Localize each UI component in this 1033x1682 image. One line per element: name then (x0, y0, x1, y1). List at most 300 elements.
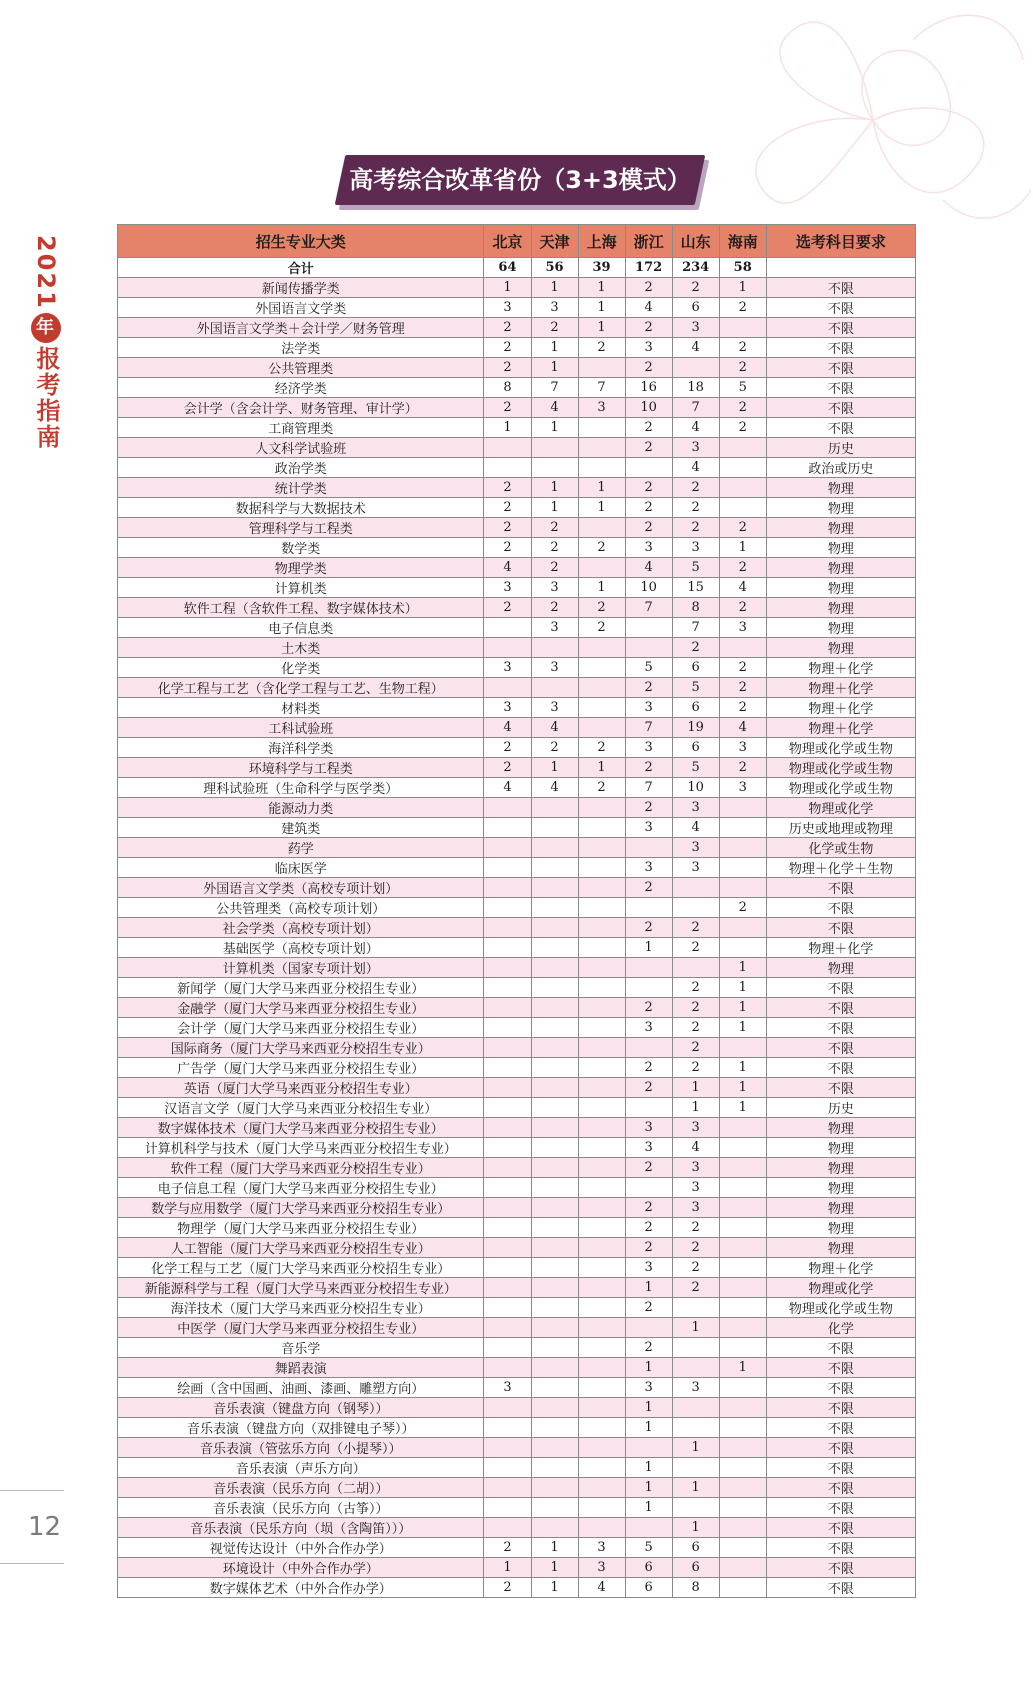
cell-zhejiang (625, 1038, 672, 1058)
cell-zhejiang: 1 (625, 1458, 672, 1478)
cell-shandong: 2 (672, 998, 719, 1018)
cell-beijing (484, 918, 531, 938)
cell-shandong: 6 (672, 1538, 719, 1558)
cell-hainan (719, 838, 766, 858)
cell-major: 中医学（厦门大学马来西亚分校招生专业） (118, 1318, 484, 1338)
cell-zhejiang: 7 (625, 718, 672, 738)
cell-beijing (484, 1478, 531, 1498)
cell-zhejiang: 2 (625, 678, 672, 698)
enrollment-table (117, 224, 916, 1598)
cell-beijing (484, 938, 531, 958)
cell-requirement: 不限 (766, 1498, 915, 1518)
cell-shanghai (578, 1038, 625, 1058)
cell-zhejiang: 6 (625, 1558, 672, 1578)
cell-beijing (484, 958, 531, 978)
cell-beijing: 2 (484, 518, 531, 538)
cell-tianjin: 2 (531, 598, 578, 618)
table-row (118, 1378, 916, 1398)
cell-major: 数据科学与大数据技术 (118, 498, 484, 518)
cell-hainan: 1 (719, 978, 766, 998)
total-row (118, 258, 916, 278)
cell-beijing: 3 (484, 578, 531, 598)
cell-beijing: 4 (484, 778, 531, 798)
table-row (118, 1298, 916, 1318)
cell-shanghai (578, 1338, 625, 1358)
table-header-row (118, 225, 916, 258)
cell-tianjin: 2 (531, 558, 578, 578)
cell-major: 法学类 (118, 338, 484, 358)
table-row (118, 518, 916, 538)
cell-beijing (484, 838, 531, 858)
cell-major: 外国语言文学类 (118, 298, 484, 318)
cell-major: 金融学（厦门大学马来西亚分校招生专业） (118, 998, 484, 1018)
cell-beijing: 2 (484, 1538, 531, 1558)
table-row (118, 1218, 916, 1238)
table-row (118, 958, 916, 978)
table-row (118, 618, 916, 638)
cell-zhejiang: 5 (625, 658, 672, 678)
cell-shanghai (578, 1158, 625, 1178)
cell-shanghai (578, 1238, 625, 1258)
cell-shanghai (578, 638, 625, 658)
cell-requirement: 不限 (766, 1078, 915, 1098)
cell-beijing (484, 1518, 531, 1538)
cell-tianjin (531, 878, 578, 898)
cell-major: 广告学（厦门大学马来西亚分校招生专业） (118, 1058, 484, 1078)
cell-tianjin: 2 (531, 318, 578, 338)
cell-shanghai: 1 (578, 278, 625, 298)
page-number-rule-bottom (0, 1563, 64, 1564)
cell-hainan (719, 1318, 766, 1338)
cell-shandong: 1 (672, 1318, 719, 1338)
cell-zhejiang: 1 (625, 1398, 672, 1418)
cell-tianjin (531, 798, 578, 818)
cell-shandong: 3 (672, 538, 719, 558)
cell-requirement: 物理 (766, 1118, 915, 1138)
cell-beijing (484, 638, 531, 658)
cell-requirement: 物理 (766, 498, 915, 518)
cell-requirement: 物理 (766, 558, 915, 578)
cell-zhejiang (625, 958, 672, 978)
cell-requirement: 物理＋化学 (766, 698, 915, 718)
cell-hainan (719, 638, 766, 658)
cell-shandong: 2 (672, 278, 719, 298)
cell-requirement: 物理 (766, 478, 915, 498)
cell-tianjin: 1 (531, 1538, 578, 1558)
cell-major: 公共管理类 (118, 358, 484, 378)
cell-beijing (484, 458, 531, 478)
cell-requirement: 物理 (766, 1158, 915, 1178)
cell-shanghai (578, 998, 625, 1018)
cell-shandong: 3 (672, 318, 719, 338)
cell-requirement: 物理＋化学＋生物 (766, 858, 915, 878)
cell-hainan: 3 (719, 738, 766, 758)
header-shandong: 山东 (672, 225, 719, 258)
table-row (118, 898, 916, 918)
cell-requirement: 物理 (766, 578, 915, 598)
cell-major: 化学类 (118, 658, 484, 678)
cell-hainan (719, 1138, 766, 1158)
cell-shandong: 3 (672, 798, 719, 818)
cell-major: 音乐学 (118, 1338, 484, 1358)
cell-shandong: 6 (672, 738, 719, 758)
cell-beijing (484, 1078, 531, 1098)
cell-shanghai (578, 1258, 625, 1278)
cell-tianjin (531, 1458, 578, 1478)
cell-major: 能源动力类 (118, 798, 484, 818)
cell-major: 国际商务（厦门大学马来西亚分校招生专业） (118, 1038, 484, 1058)
cell-major: 会计学（含会计学、财务管理、审计学） (118, 398, 484, 418)
cell-hainan: 3 (719, 778, 766, 798)
table-row (118, 1018, 916, 1038)
cell-major: 理科试验班（生命科学与医学类） (118, 778, 484, 798)
cell-shanghai (578, 698, 625, 718)
cell-shandong: 2 (672, 1218, 719, 1238)
table-row (118, 718, 916, 738)
cell-major: 新能源科学与工程（厦门大学马来西亚分校招生专业） (118, 1278, 484, 1298)
table-row (118, 418, 916, 438)
cell-major: 外国语言文学类（高校专项计划） (118, 878, 484, 898)
cell-zhejiang: 2 (625, 1078, 672, 1098)
cell-requirement: 不限 (766, 878, 915, 898)
header-beijing: 北京 (484, 225, 531, 258)
cell-beijing: 3 (484, 298, 531, 318)
cell-major: 会计学（厦门大学马来西亚分校招生专业） (118, 1018, 484, 1038)
cell-major: 临床医学 (118, 858, 484, 878)
cell-hainan (719, 478, 766, 498)
cell-shanghai (578, 858, 625, 878)
cell-beijing: 3 (484, 658, 531, 678)
cell-tianjin (531, 1218, 578, 1238)
cell-requirement: 不限 (766, 978, 915, 998)
cell-beijing: 2 (484, 318, 531, 338)
cell-requirement: 物理 (766, 1178, 915, 1198)
cell-shandong: 3 (672, 1158, 719, 1178)
cell-shandong: 2 (672, 638, 719, 658)
cell-requirement: 不限 (766, 1018, 915, 1038)
cell-shanghai: 2 (578, 618, 625, 638)
cell-requirement: 不限 (766, 358, 915, 378)
cell-beijing (484, 1058, 531, 1078)
cell-beijing: 2 (484, 478, 531, 498)
cell-beijing (484, 1138, 531, 1158)
cell-major: 舞蹈表演 (118, 1358, 484, 1378)
cell-shandong: 7 (672, 398, 719, 418)
cell-tianjin (531, 958, 578, 978)
cell-requirement: 物理或化学 (766, 1278, 915, 1298)
cell-hainan: 1 (719, 1018, 766, 1038)
cell-zhejiang (625, 978, 672, 998)
cell-major: 计算机科学与技术（厦门大学马来西亚分校招生专业） (118, 1138, 484, 1158)
table-row (118, 1438, 916, 1458)
cell-shanghai (578, 818, 625, 838)
cell-hainan: 1 (719, 538, 766, 558)
table-row (118, 318, 916, 338)
cell-shandong: 6 (672, 298, 719, 318)
cell-hainan (719, 1158, 766, 1178)
cell-hainan (719, 1338, 766, 1358)
cell-zhejiang: 2 (625, 438, 672, 458)
cell-requirement: 不限 (766, 378, 915, 398)
cell-tianjin (531, 1178, 578, 1198)
cell-requirement: 物理或化学 (766, 798, 915, 818)
table-row (118, 358, 916, 378)
cell-shandong: 4 (672, 458, 719, 478)
cell-shandong (672, 958, 719, 978)
table-row (118, 858, 916, 878)
cell-zhejiang: 7 (625, 778, 672, 798)
cell-requirement: 物理 (766, 598, 915, 618)
cell-shanghai: 4 (578, 1578, 625, 1598)
cell-shandong: 2 (672, 518, 719, 538)
cell-tianjin (531, 838, 578, 858)
cell-major: 管理科学与工程类 (118, 518, 484, 538)
cell-shanghai (578, 518, 625, 538)
cell-beijing: 3 (484, 698, 531, 718)
cell-requirement: 不限 (766, 1578, 915, 1598)
cell-requirement: 不限 (766, 918, 915, 938)
cell-tianjin (531, 1158, 578, 1178)
cell-hainan: 1 (719, 1078, 766, 1098)
cell-beijing (484, 1198, 531, 1218)
cell-hainan (719, 798, 766, 818)
cell-hainan: 2 (719, 758, 766, 778)
cell-requirement: 物理 (766, 618, 915, 638)
cell-zhejiang (625, 1318, 672, 1338)
cell-beijing (484, 1438, 531, 1458)
cell-shandong (672, 1498, 719, 1518)
cell-tianjin: 2 (531, 738, 578, 758)
cell-beijing: 2 (484, 398, 531, 418)
cell-shandong: 7 (672, 618, 719, 638)
cell-beijing (484, 1098, 531, 1118)
cell-hainan (719, 1218, 766, 1238)
cell-shandong: 4 (672, 418, 719, 438)
cell-requirement: 物理或化学或生物 (766, 1298, 915, 1318)
cell-major: 电子信息工程（厦门大学马来西亚分校招生专业） (118, 1178, 484, 1198)
table-row (118, 1398, 916, 1418)
cell-beijing (484, 1218, 531, 1238)
cell-shandong: 2 (672, 1278, 719, 1298)
table-row (118, 1118, 916, 1138)
cell-zhejiang: 2 (625, 518, 672, 538)
cell-major: 政治学类 (118, 458, 484, 478)
cell-major: 音乐表演（键盘方向（钢琴）） (118, 1398, 484, 1418)
cell-hainan: 2 (719, 558, 766, 578)
cell-tianjin (531, 1358, 578, 1378)
cell-tianjin: 2 (531, 538, 578, 558)
cell-shanghai (578, 798, 625, 818)
cell-shandong: 3 (672, 1378, 719, 1398)
cell-hainan: 1 (719, 278, 766, 298)
cell-zhejiang: 2 (625, 1058, 672, 1078)
total-shanghai: 39 (578, 258, 625, 278)
table-row (118, 398, 916, 418)
cell-shanghai: 1 (578, 498, 625, 518)
cell-zhejiang: 3 (625, 1378, 672, 1398)
table-row (118, 1318, 916, 1338)
cell-tianjin (531, 978, 578, 998)
cell-shanghai: 1 (578, 478, 625, 498)
table-row (118, 1278, 916, 1298)
cell-requirement: 物理或化学或生物 (766, 738, 915, 758)
cell-requirement: 物理＋化学 (766, 678, 915, 698)
cell-tianjin: 1 (531, 498, 578, 518)
cell-major: 电子信息类 (118, 618, 484, 638)
cell-requirement: 物理或化学或生物 (766, 758, 915, 778)
cell-beijing (484, 1298, 531, 1318)
cell-shandong: 2 (672, 938, 719, 958)
header-hainan: 海南 (719, 225, 766, 258)
cell-major: 建筑类 (118, 818, 484, 838)
table-row (118, 658, 916, 678)
cell-major: 音乐表演（民乐方向（古筝）） (118, 1498, 484, 1518)
table-row (118, 298, 916, 318)
cell-hainan: 2 (719, 418, 766, 438)
cell-shanghai (578, 1398, 625, 1418)
cell-requirement: 不限 (766, 298, 915, 318)
cell-tianjin (531, 1298, 578, 1318)
side-label (24, 235, 64, 450)
cell-beijing (484, 1498, 531, 1518)
cell-hainan (719, 318, 766, 338)
cell-tianjin (531, 1058, 578, 1078)
cell-hainan (719, 1478, 766, 1498)
cell-major: 物理学（厦门大学马来西亚分校招生专业） (118, 1218, 484, 1238)
cell-tianjin: 4 (531, 778, 578, 798)
cell-zhejiang: 3 (625, 698, 672, 718)
cell-zhejiang (625, 458, 672, 478)
cell-zhejiang: 3 (625, 738, 672, 758)
cell-tianjin: 3 (531, 298, 578, 318)
cell-zhejiang: 1 (625, 1418, 672, 1438)
cell-tianjin (531, 1118, 578, 1138)
cell-tianjin (531, 458, 578, 478)
cell-major: 环境设计（中外合作办学） (118, 1558, 484, 1578)
cell-tianjin: 3 (531, 578, 578, 598)
cell-hainan: 5 (719, 378, 766, 398)
cell-hainan (719, 1418, 766, 1438)
cell-requirement: 不限 (766, 1418, 915, 1438)
cell-tianjin (531, 1278, 578, 1298)
table-row (118, 338, 916, 358)
table-row (118, 1238, 916, 1258)
side-nian-badge: 年 (31, 313, 61, 343)
cell-zhejiang: 3 (625, 1258, 672, 1278)
cell-hainan (719, 438, 766, 458)
cell-beijing: 1 (484, 278, 531, 298)
table-row (118, 1058, 916, 1078)
cell-major: 视觉传达设计（中外合作办学） (118, 1538, 484, 1558)
cell-hainan (719, 1538, 766, 1558)
cell-tianjin (531, 858, 578, 878)
cell-tianjin (531, 818, 578, 838)
side-year: 2021 (32, 235, 60, 310)
cell-tianjin: 1 (531, 418, 578, 438)
cell-zhejiang: 4 (625, 558, 672, 578)
cell-major: 经济学类 (118, 378, 484, 398)
header-zhejiang: 浙江 (625, 225, 672, 258)
cell-shanghai (578, 658, 625, 678)
cell-shandong: 6 (672, 698, 719, 718)
cell-hainan: 1 (719, 958, 766, 978)
cell-shanghai: 3 (578, 1558, 625, 1578)
cell-shandong (672, 1358, 719, 1378)
cell-shandong: 6 (672, 658, 719, 678)
cell-major: 社会学类（高校专项计划） (118, 918, 484, 938)
cell-major: 工商管理类 (118, 418, 484, 438)
cell-shandong (672, 1418, 719, 1438)
cell-hainan (719, 1038, 766, 1058)
cell-requirement: 不限 (766, 1338, 915, 1358)
cell-major: 软件工程（含软件工程、数字媒体技术） (118, 598, 484, 618)
cell-hainan (719, 1438, 766, 1458)
cell-shanghai (578, 358, 625, 378)
cell-zhejiang: 2 (625, 498, 672, 518)
page-title: 高考综合改革省份（3+3模式） (349, 166, 691, 194)
cell-major: 音乐表演（管弦乐方向（小提琴）） (118, 1438, 484, 1458)
cell-requirement: 物理 (766, 958, 915, 978)
cell-major: 药学 (118, 838, 484, 858)
cell-shanghai (578, 978, 625, 998)
cell-major: 工科试验班 (118, 718, 484, 738)
cell-requirement: 物理＋化学 (766, 658, 915, 678)
table-row (118, 778, 916, 798)
page-title-banner (340, 155, 700, 205)
cell-requirement: 不限 (766, 278, 915, 298)
cell-tianjin (531, 918, 578, 938)
table-row (118, 1258, 916, 1278)
cell-beijing (484, 858, 531, 878)
table-row (118, 978, 916, 998)
cell-beijing (484, 1238, 531, 1258)
cell-requirement: 物理＋化学 (766, 938, 915, 958)
table-row (118, 1158, 916, 1178)
cell-beijing (484, 1018, 531, 1038)
table-row (118, 638, 916, 658)
cell-shanghai (578, 1498, 625, 1518)
cell-major: 基础医学（高校专项计划） (118, 938, 484, 958)
cell-tianjin: 1 (531, 278, 578, 298)
header-major: 招生专业大类 (118, 225, 484, 258)
cell-shanghai (578, 1138, 625, 1158)
cell-zhejiang: 3 (625, 1118, 672, 1138)
cell-shandong: 1 (672, 1438, 719, 1458)
table-row (118, 818, 916, 838)
cell-hainan (719, 1578, 766, 1598)
cell-major: 公共管理类（高校专项计划） (118, 898, 484, 918)
cell-tianjin (531, 1138, 578, 1158)
cell-shanghai (578, 718, 625, 738)
cell-requirement: 不限 (766, 1518, 915, 1538)
cell-tianjin (531, 1418, 578, 1438)
cell-shandong: 2 (672, 1058, 719, 1078)
total-label: 合计 (118, 258, 484, 278)
cell-hainan: 1 (719, 998, 766, 1018)
cell-zhejiang (625, 1438, 672, 1458)
cell-major: 新闻学（厦门大学马来西亚分校招生专业） (118, 978, 484, 998)
cell-shanghai (578, 678, 625, 698)
cell-major: 统计学类 (118, 478, 484, 498)
cell-tianjin (531, 1338, 578, 1358)
cell-requirement: 不限 (766, 1538, 915, 1558)
cell-zhejiang: 1 (625, 1358, 672, 1378)
table-row (118, 278, 916, 298)
cell-beijing (484, 1278, 531, 1298)
table-row (118, 1198, 916, 1218)
cell-shandong: 4 (672, 338, 719, 358)
cell-shandong: 2 (672, 1018, 719, 1038)
